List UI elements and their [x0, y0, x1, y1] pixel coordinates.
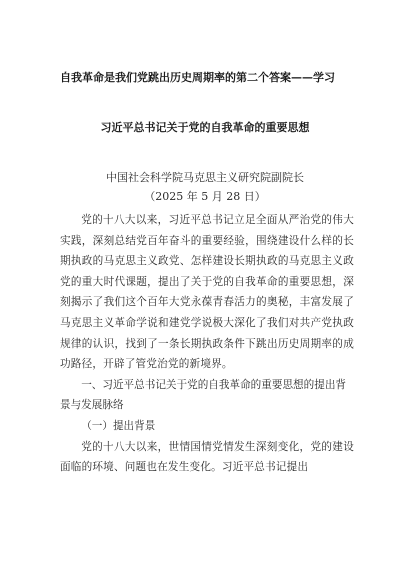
document-body	[60, 210, 354, 478]
subsection-heading-1: （一）提出背景	[81, 419, 156, 432]
document-title-line-1: 自我革命是我们党跳出历史周期率的第二个答案——学习	[60, 71, 335, 84]
document-title-line-2: 习近平总书记关于党的自我革命的重要思想	[100, 121, 310, 134]
paragraph-background: 党的十八大以来，世情国情党情发生深刻变化，党的建设面临的环境、问题也在发生变化。习近平总书记提出	[60, 440, 354, 474]
document-date: （2025 年 5 月 28 日）	[144, 190, 266, 203]
author-affiliation: 中国社会科学院马克思主义研究院副院长	[106, 171, 304, 184]
section-heading-1: 一、习近平总书记关于党的自我革命的重要思想的提出背景与发展脉络	[60, 378, 347, 412]
paragraph-intro: 党的十八大以来，习近平总书记立足全面从严治党的伟大实践，深刻总结党百年奋斗的重要经验，围绕建设什么样的长期执政的马克思主义政党、怎样建设长期执政的马克思主义政党的重大时代课题，提出了关于党的自我革命的重要思想，深刻揭示了我们这个百年大党永葆青春活力的奥秘，丰富发展了马克思主义革命学说和建党学说极大深化了我们对共产党执政规律的认识，找到了一条长期执政条件下跳出历史周期率的成功路径，开辟了管党治党的新境界。	[60, 214, 354, 371]
